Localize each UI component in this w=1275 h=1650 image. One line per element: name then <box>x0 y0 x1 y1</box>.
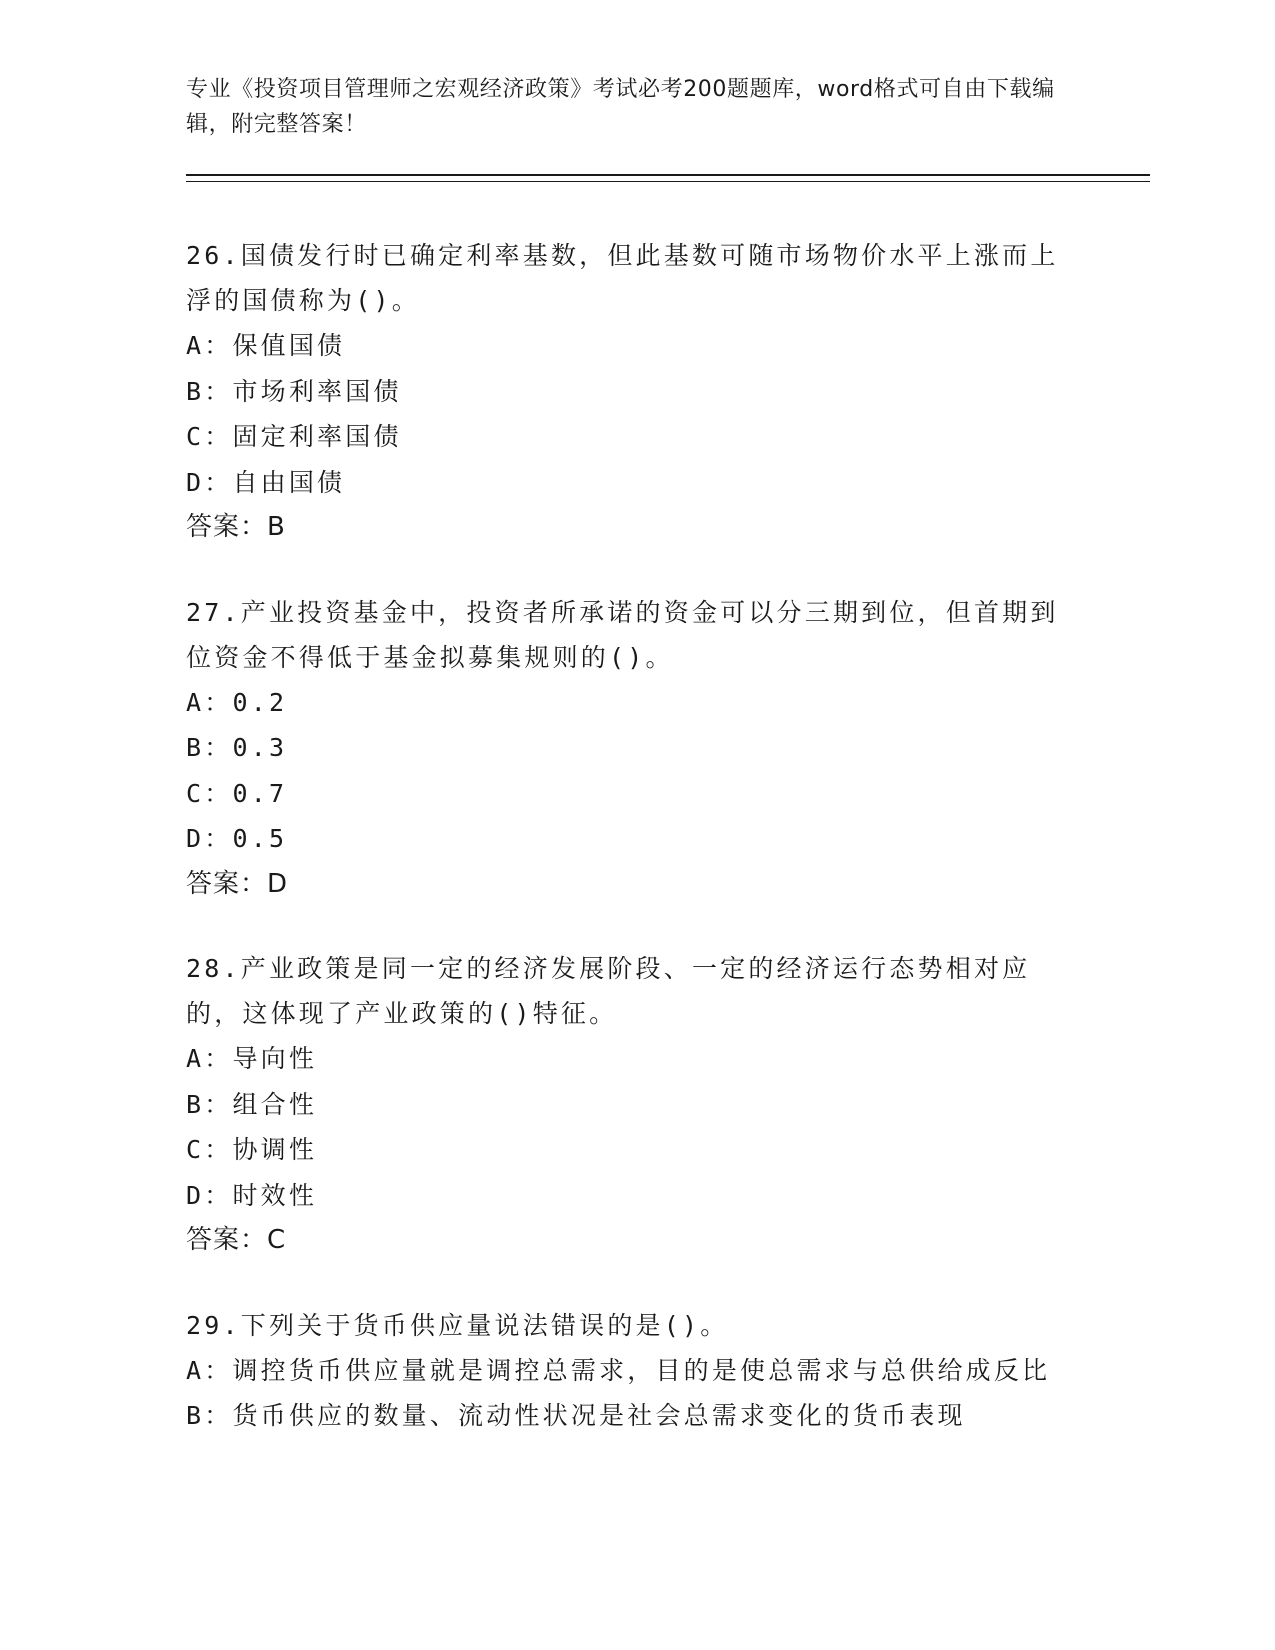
question-stem: 27.产业投资基金中，投资者所承诺的资金可以分三期到位，但首期到位资金不得低于基金拟募集规则的()。 <box>186 597 1059 672</box>
header-rule-thick <box>186 174 1150 176</box>
document-header: 专业《投资项目管理师之宏观经济政策》考试必考200题题库，word格式可自由下载编辑，附完整答案！ <box>186 77 1055 137</box>
question-stem: 29.下列关于货币供应量说法错误的是()。 <box>186 1310 729 1340</box>
header-rule-thin <box>186 181 1150 182</box>
option-c: C：协调性 <box>186 1135 318 1164</box>
answer-line: 答案：D <box>186 868 289 899</box>
option-b: B：组合性 <box>186 1089 318 1119</box>
option-a: A：调控货币供应量就是调控总需求，目的是使总需求与总供给成反比 <box>186 1355 1051 1385</box>
question-stem: 26.国债发行时已确定利率基数，但此基数可随市场物价水平上涨而上浮的国债称为()。 <box>186 241 1059 315</box>
question-29 <box>186 1303 1086 1439</box>
answer-line: 答案：C <box>186 1225 287 1255</box>
option-b: B：市场利率国债 <box>186 376 402 406</box>
question-stem: 28.产业政策是同一定的经济发展阶段、一定的经济运行态势相对应的，这体现了产业政策的()特征。 <box>186 954 1031 1028</box>
option-c: C：0.7 <box>186 778 288 808</box>
option-a: A：保值国债 <box>186 331 346 360</box>
option-a: A：0.2 <box>186 687 288 717</box>
question-list <box>186 233 1086 1478</box>
option-d: D：0.5 <box>186 824 288 853</box>
question-26 <box>186 233 1086 551</box>
option-d: D：时效性 <box>186 1180 318 1210</box>
option-d: D：自由国债 <box>186 467 346 497</box>
question-28 <box>186 946 1086 1264</box>
option-b: B：0.3 <box>186 733 288 762</box>
option-a: A：导向性 <box>186 1044 318 1073</box>
option-b: B：货币供应的数量、流动性状况是社会总需求变化的货币表现 <box>186 1401 966 1430</box>
answer-line: 答案：B <box>186 512 286 542</box>
option-c: C：固定利率国债 <box>186 422 402 451</box>
question-27 <box>186 590 1086 908</box>
